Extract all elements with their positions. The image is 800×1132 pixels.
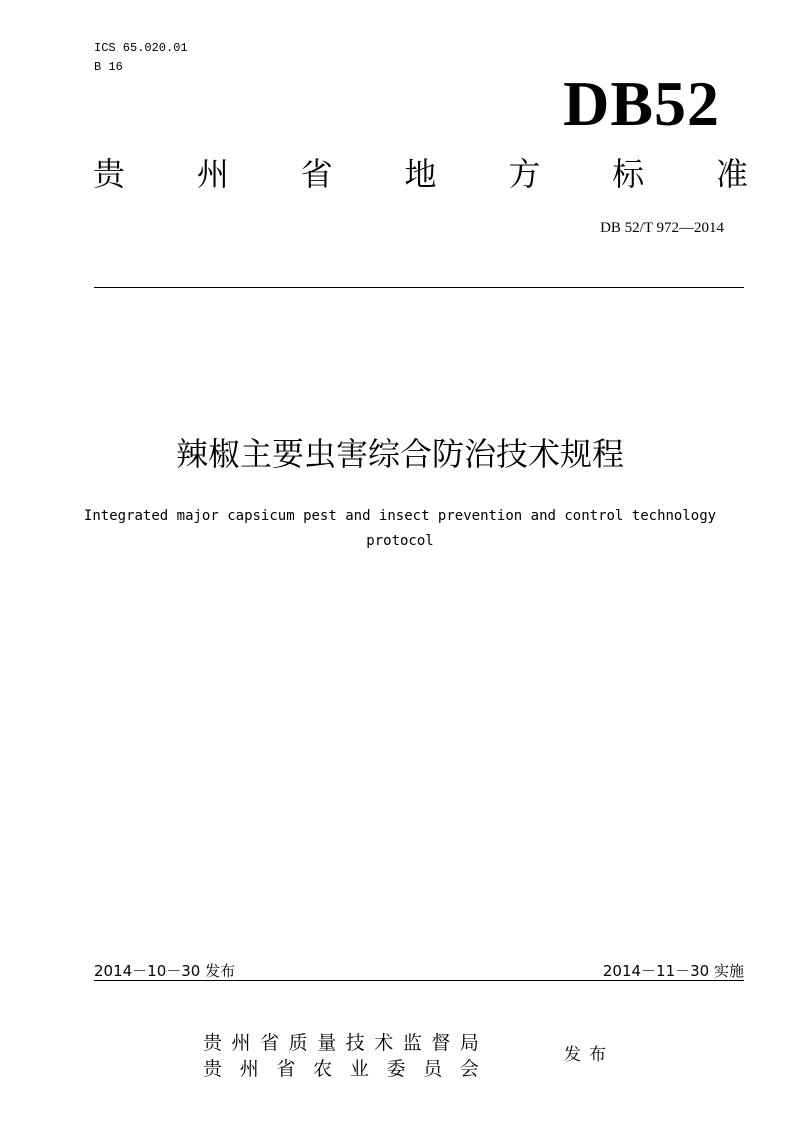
- issuer-char: 州: [231, 1032, 251, 1054]
- implement-date: 2014－11－30 实施: [602, 962, 744, 980]
- document-title-english: Integrated major capsicum pest and insect prevention and control technology protocol: [83, 508, 717, 549]
- issuer-char: 技: [345, 1032, 365, 1054]
- issuer-char: 业: [349, 1058, 369, 1080]
- issuer-char: 会: [459, 1058, 479, 1080]
- issuer-quality-bureau: [203, 1031, 479, 1055]
- issuer-char: 省: [276, 1058, 296, 1080]
- classification-code: B 16: [94, 60, 123, 74]
- standard-number: DB 52/T 972—2014: [600, 220, 724, 236]
- standard-type-char: 标: [612, 155, 645, 193]
- issuer-char: 监: [402, 1032, 422, 1054]
- issuer-char: 贵: [203, 1058, 223, 1080]
- issue-action: 发布: [564, 1045, 614, 1065]
- publish-date: 2014－10－30 发布: [94, 962, 236, 980]
- issuer-char: 局: [459, 1032, 479, 1054]
- top-divider: [94, 287, 744, 288]
- ics-code: ICS 65.020.01: [94, 41, 188, 55]
- standard-code-logo: DB52: [563, 68, 720, 139]
- issuer-char: 质: [288, 1032, 308, 1054]
- issuer-agriculture-committee: [203, 1057, 479, 1081]
- document-title-chinese: 辣椒主要虫害综合防治技术规程: [175, 435, 624, 473]
- issuer-char: 量: [317, 1032, 337, 1054]
- issuer-char: 州: [239, 1058, 259, 1080]
- standard-type-char: 准: [715, 155, 748, 193]
- issuer-char: 督: [431, 1032, 451, 1054]
- issuer-char: 员: [423, 1058, 443, 1080]
- issuer-char: 省: [260, 1032, 280, 1054]
- standard-type-char: 州: [196, 155, 229, 193]
- issuer-char: 术: [374, 1032, 394, 1054]
- standard-type-char: 地: [404, 155, 437, 193]
- standard-type-char: 方: [508, 155, 541, 193]
- issuer-char: 委: [386, 1058, 406, 1080]
- standard-type-char: 贵: [93, 155, 126, 193]
- bottom-divider: [94, 980, 744, 981]
- issuer-char: 农: [313, 1058, 333, 1080]
- standard-type-heading: [93, 154, 748, 194]
- issuer-char: 贵: [203, 1032, 223, 1054]
- standard-type-char: 省: [300, 155, 333, 193]
